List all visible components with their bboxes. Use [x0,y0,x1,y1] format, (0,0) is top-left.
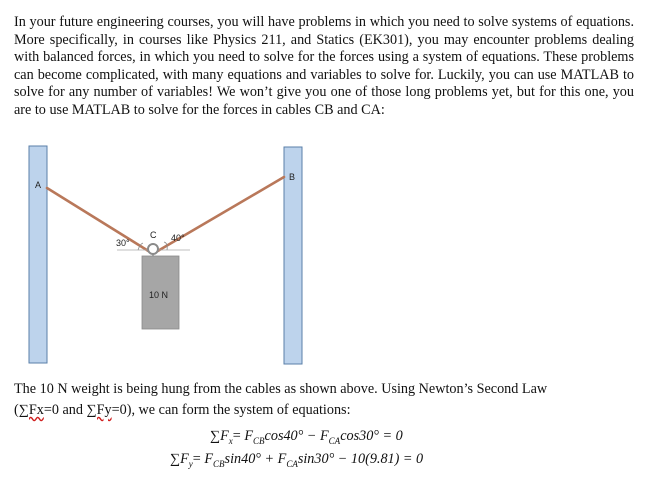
angle-right-label: 40° [171,233,185,243]
cable-diagram [14,142,314,367]
equation-fx: $\sum F_x= F_{CB}\cos 40^\circ - F_{CA}\cos 30^\circ = 0$ [210,428,403,446]
weight-label: 10 N [149,290,169,300]
cable-ca [47,188,150,252]
label-c: C [150,230,157,240]
explanation-line-1: The 10 N weight is being hung from the cables as shown above. Using Newton’s Second Law [14,381,548,397]
label-b: B [289,172,296,182]
label-a: A [35,180,42,190]
angle-left-label: 30° [116,238,130,248]
explanation-line-2: (∑Fx=0 and ∑Fy=0), we can form the system of equations: [14,402,351,418]
sum-fy-marker: ∑Fy [86,402,112,418]
equation-fy: $\sum F_y= F_{CB}\sin 40^\circ + F_{CA}\sin 30^\circ - 10(9.81) = 0$ [170,451,424,469]
explanation-paragraph [14,379,634,421]
intro-paragraph: In your future engineering courses, you will have problems in which you need to solve systems of equations. More specifically, in courses like Physics 211, and Statics (EK301), you may encounter problems dealing with balanced forces, in which you need to solve for the forces using a system of equations. These problems can become complicated, with many equations and variables to solve for. Luckily, you can use MATLAB to solve for any number of variables! We won’t give you one of those long problems yet, but for this one, you are to use MATLAB to solve for the forces in cables CB and CA: [14,14,634,118]
sum-fx-marker: ∑Fx [18,402,44,418]
left-wall [29,146,47,363]
pulley-c [148,244,158,254]
